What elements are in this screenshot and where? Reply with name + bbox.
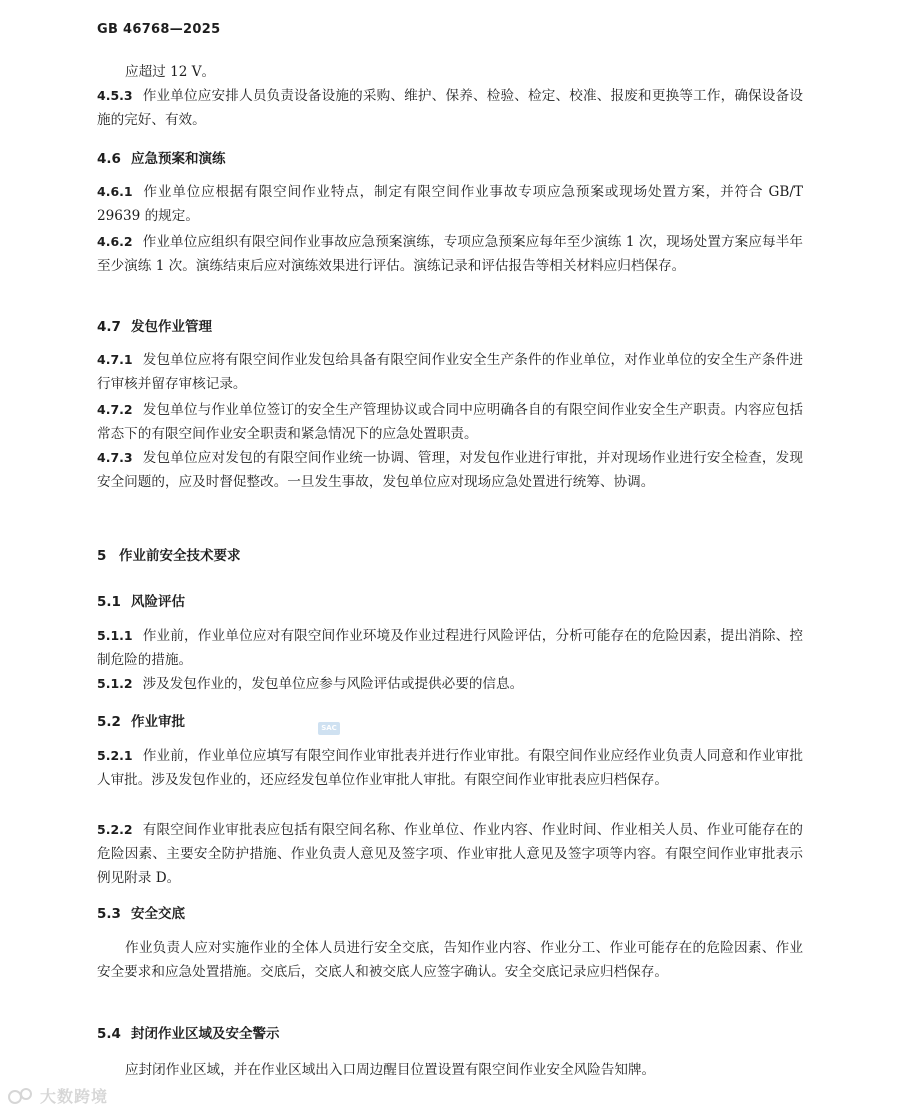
clause-4-7-2 (97, 398, 803, 446)
heading-5-4 (97, 1022, 280, 1046)
brand-logo-icon (6, 1086, 36, 1106)
heading-number: 5 (97, 548, 107, 564)
heading-title: 应急预案和演练 (131, 151, 226, 167)
clause-text: 发包单位应将有限空间作业发包给具备有限空间作业安全生产条件的作业单位，对作业单位的安全生产条件进行审核并留存审核记录。 (97, 352, 803, 392)
clause-text: 发包单位应对发包的有限空间作业统一协调、管理，对发包作业进行审批，并对现场作业进行安全检查，发现安全问题的，应及时督促整改。一旦发生事故，发包单位应对现场应急处置进行统筹、协调。 (97, 450, 803, 490)
heading-title: 作业审批 (131, 714, 185, 730)
heading-number: 5.2 (97, 714, 121, 730)
clause-number: 4.7.2 (97, 402, 133, 417)
heading-title: 封闭作业区域及安全警示 (131, 1026, 280, 1042)
heading-title: 发包作业管理 (131, 319, 212, 335)
heading-number: 5.4 (97, 1026, 121, 1042)
clause-number: 4.7.3 (97, 450, 133, 465)
paragraph-5-4: 应封闭作业区域，并在作业区域出入口周边醒目位置设置有限空间作业安全风险告知牌。 (125, 1062, 656, 1078)
clause-number: 5.1.1 (97, 628, 133, 643)
clause-4-6-2 (97, 230, 803, 278)
clause-5-2-2 (97, 818, 803, 890)
heading-number: 5.1 (97, 594, 121, 610)
clause-4-7-1 (97, 348, 803, 396)
watermark-text: 大数跨境 (40, 1087, 109, 1106)
clause-4-5-3 (97, 84, 803, 132)
clause-5-1-1 (97, 624, 803, 672)
heading-5-2 (97, 710, 185, 734)
standard-code-header: GB 46768—2025 (97, 22, 221, 37)
paragraph-5-3: 作业负责人应对实施作业的全体人员进行安全交底，告知作业内容、作业分工、作业可能存在的危险因素、作业安全要求和应急处置措施。交底后，交底人和被交底人应签字确认。安全交底记录应归档保存。 (97, 940, 803, 980)
clause-5-1-2 (97, 672, 803, 696)
clause-text: 发包单位与作业单位签订的安全生产管理协议或合同中应明确各自的有限空间作业安全生产职责。内容应包括常态下的有限空间作业安全职责和紧急情况下的应急处置职责。 (97, 402, 803, 442)
clause-number: 4.7.1 (97, 352, 133, 367)
clause-number: 5.1.2 (97, 676, 133, 691)
heading-title: 安全交底 (131, 906, 185, 922)
clause-4-6-1 (97, 180, 803, 228)
clause-number: 5.2.1 (97, 748, 133, 763)
heading-title: 风险评估 (131, 594, 185, 610)
clause-4-7-3 (97, 446, 803, 494)
clause-text: 作业单位应安排人员负责设备设施的采购、维护、保养、检验、检定、校准、报废和更换等工作，确保设备设施的完好、有效。 (97, 88, 803, 128)
heading-title: 作业前安全技术要求 (119, 548, 241, 564)
heading-number: 4.7 (97, 319, 121, 335)
heading-4-6 (97, 147, 226, 171)
clause-number: 4.6.2 (97, 234, 133, 249)
continued-text: 应超过 12 V。 (125, 64, 216, 80)
clause-text: 作业前，作业单位应对有限空间作业环境及作业过程进行风险评估，分析可能存在的危险因素，提出消除、控制危险的措施。 (97, 628, 803, 668)
clause-text: 作业前，作业单位应填写有限空间作业审批表并进行作业审批。有限空间作业应经作业负责人同意和作业审批人审批。涉及发包作业的，还应经发包单位作业审批人审批。有限空间作业审批表应归档保存。 (97, 748, 803, 788)
heading-5-1 (97, 590, 185, 614)
sac-stamp-icon: SAC (318, 722, 340, 735)
clause-5-2-1 (97, 744, 803, 792)
clause-text: 作业单位应根据有限空间作业特点，制定有限空间作业事故专项应急预案或现场处置方案，并符合 GB/T 29639 的规定。 (97, 184, 803, 224)
clause-text: 作业单位应组织有限空间作业事故应急预案演练，专项应急预案应每年至少演练 1 次，现场处置方案应每半年至少演练 1 次。演练结束后应对演练效果进行评估。演练记录和评估报告等相关材料应归档保存。 (97, 234, 803, 274)
heading-4-7 (97, 315, 212, 339)
heading-number: 5.3 (97, 906, 121, 922)
watermark-brand (6, 1084, 108, 1107)
clause-text: 涉及发包作业的，发包单位应参与风险评估或提供必要的信息。 (142, 676, 524, 692)
heading-5-3 (97, 902, 185, 926)
clause-text: 有限空间作业审批表应包括有限空间名称、作业单位、作业内容、作业时间、作业相关人员、作业可能存在的危险因素、主要安全防护措施、作业负责人意见及签字项、作业审批人意见及签字项等内容。有限空间作业审批表示例见附录 D。 (97, 822, 803, 886)
clause-number: 4.6.1 (97, 184, 133, 199)
heading-5 (97, 544, 241, 568)
clause-number: 5.2.2 (97, 822, 133, 837)
heading-number: 4.6 (97, 151, 121, 167)
clause-number: 4.5.3 (97, 88, 133, 103)
